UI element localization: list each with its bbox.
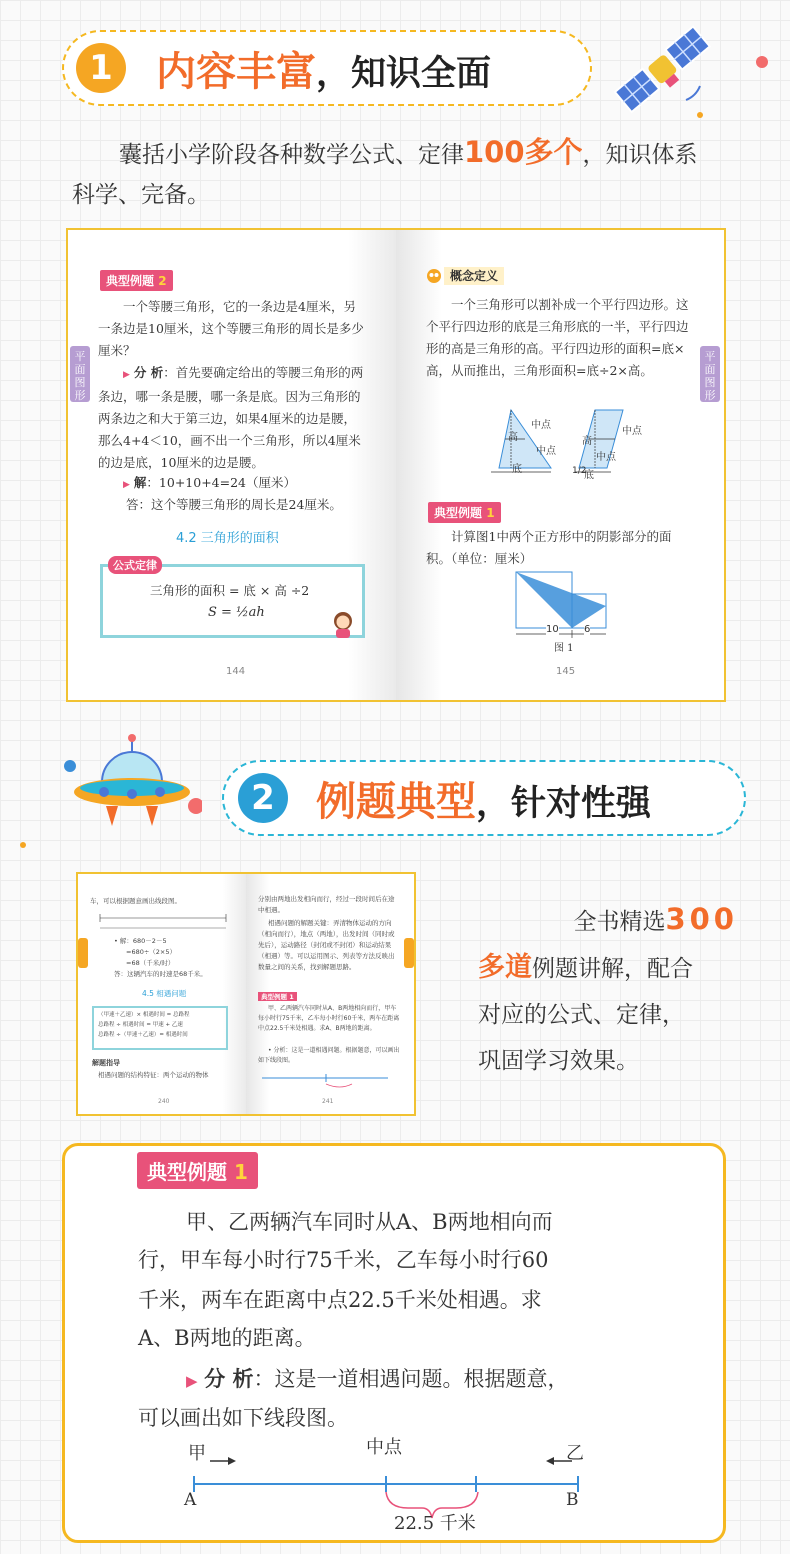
example-text: 甲、乙两辆汽车同时从A、B两地相向而行，甲车每小时行75千米，乙车每小时行60千米，两车在距离中点22.5千米处相遇。求A、B两地的距离。 [258, 1005, 400, 1032]
page-text: 相遇问题的解题关键：弄清物体运动的方向（相向而行），地点（两地），出发时间（同时或先后），运动路径（封闭或不封闭）和运动结果（相遇）等。可以运用图示、列表等方法反映出数量之间的关系，找到解题思路。 [258, 919, 395, 971]
ufo-icon [62, 726, 202, 836]
page-number: 240 [158, 1098, 170, 1105]
page-text: 分别由两地出发相向而行，经过一段时间后在途中相遇。 [258, 895, 395, 914]
diagram-label-midpoint: 中点 [366, 1437, 402, 1458]
diagram-label-base: 底 [584, 470, 594, 481]
diagram-label-jia: 甲 [188, 1443, 206, 1464]
figure-1-squares [514, 570, 614, 642]
card-question-line: 千米，两车在距离中点22.5千米处相遇。求 [138, 1288, 542, 1312]
page-number: 241 [322, 1098, 334, 1105]
analysis-text: • 分析：这是一道相遇问题。根据题意，可以画出如下线段图。 [258, 1047, 400, 1064]
diagram-label-half: 1/2 [572, 466, 587, 476]
diagram-label-mid: 中点 [622, 426, 642, 437]
diagram-label-height: 高 [508, 432, 518, 443]
page-text: 答：这辆汽车的时速是68千米。 [114, 970, 207, 978]
card-analysis: ▶ 分 析：这是一道相遇问题。根据题意， [186, 1366, 569, 1391]
guide-text: 相遇问题的结构特征：两个运动的物体 [98, 1071, 209, 1079]
card-question-line: A、B两地的距离。 [138, 1326, 316, 1350]
book-spread-2 [76, 872, 416, 1116]
side-tab: 平面图形 [70, 346, 90, 402]
guide-label: 解题指导 [92, 1059, 120, 1067]
section2-number: 2 [238, 773, 288, 823]
mini-line-diagram [98, 910, 228, 934]
diagram-label-a: A [184, 1490, 197, 1510]
mini-line-diagram [260, 1070, 390, 1094]
diagram-label-b: B [566, 1490, 579, 1510]
example-answer: 答：这个等腰三角形的周长是24厘米。 [126, 497, 342, 512]
section-title: 4.5 相遇问题 [142, 989, 187, 998]
book-spread-1 [66, 228, 726, 702]
example-card-tag: 典型例题 1 [137, 1152, 258, 1189]
formula-line: 总路程 ÷（甲速＋乙速）= 相遇时间 [98, 1032, 188, 1038]
diagram-label-yi: 乙 [566, 1443, 584, 1464]
side-tab [78, 938, 88, 968]
figure-dim-6: 6 [584, 624, 591, 635]
page-number: 145 [556, 666, 576, 677]
diagram-label-mid: 中点 [531, 420, 551, 431]
concept-label: 概念定义 [444, 267, 504, 285]
card-question-line: 行，甲车每小时行75千米，乙车每小时行60 [138, 1248, 549, 1272]
owl-icon [426, 268, 442, 284]
example-solution: ▶ 解：10+10+4=24（厘米） [123, 475, 297, 490]
formula-line-2: S = ½ah [208, 605, 265, 620]
decor-dot [756, 56, 768, 68]
section1-intro: 囊括小学阶段各种数学公式、定律100多个，知识体系 科学、完备。 [72, 135, 698, 208]
formula-line-1: 三角形的面积 = 底 × 高 ÷2 [150, 583, 310, 598]
page-text: 车，可以根据题意画出线段图。 [90, 897, 181, 905]
satellite-icon [608, 20, 718, 120]
example-question: 一个等腰三角形，它的一条边是4厘米，另一条边是10厘米，这个等腰三角形的周长是多少厘米？ [98, 299, 364, 358]
figure-dim-10: 10 [546, 624, 559, 635]
book-page-241 [246, 874, 414, 1114]
side-tab [404, 938, 414, 968]
example-tag: 典型例题 2 [100, 270, 173, 291]
section-title: 4.2 三角形的面积 [176, 531, 279, 546]
section1-number: 1 [76, 43, 126, 93]
concept-text: 一个三角形可以割补成一个平行四边形。这个平行四边形的底是三角形底的一半，平行四边形的高是三角形的高。平行四边形的面积=底×高，从而推出，三角形面积=底÷2×高。 [426, 297, 689, 378]
diagram-label-base: 底 [512, 464, 522, 475]
book-page-144 [68, 230, 398, 700]
diagram-label-height: 高 [582, 436, 592, 447]
example-question: 计算图1中两个正方形中的阴影部分的面积。（单位：厘米） [426, 529, 672, 566]
section2-intro: 全书精选300 多道例题讲解，配合 对应的公式、定律， 巩固学习效果。 [478, 902, 738, 1074]
decor-dot [697, 112, 703, 118]
formula-line: （甲速＋乙速）× 相遇时间 = 总路程 [98, 1012, 190, 1018]
card-question-line: 甲、乙两辆汽车同时从A、B两地相向而 [186, 1210, 553, 1234]
triangle-parallelogram-diagram [491, 408, 651, 488]
diagram-label-distance: 22.5 千米 [394, 1513, 476, 1534]
example-tag: 典型例题 1 [258, 992, 297, 1001]
formula-line: 总路程 ÷ 相遇时间 = 甲速 + 乙速 [98, 1022, 183, 1028]
page-text: =68（千米/时） [126, 959, 175, 967]
book-page-240 [78, 874, 248, 1114]
card-analysis-line2: 可以画出如下线段图。 [138, 1406, 348, 1430]
page-text: • 解：680－2－5 [114, 937, 167, 945]
section1-title: 内容丰富，知识全面 [156, 48, 492, 95]
section2-title: 例题典型，针对性强 [316, 778, 652, 825]
side-tab: 平面图形 [700, 346, 720, 402]
page-number: 144 [226, 666, 246, 677]
diagram-label-mid: 中点 [536, 446, 556, 457]
girl-avatar-icon [330, 610, 356, 638]
example-tag: 典型例题 1 [428, 502, 501, 523]
formula-tag: 公式定律 [108, 556, 162, 574]
page-text: =680÷（2×5） [126, 948, 177, 956]
figure-caption: 图 1 [554, 643, 574, 654]
triangle-bullet-icon: ▶ [186, 1372, 198, 1390]
example-analysis: ▶ 分 析：首先要确定给出的等腰三角形的两条边，哪一条是腰，哪一条是底。因为三角形的两条边之和大于第三边，如果4厘米的边是腰，那么4+4＜10，画不出一个三角形，所以4厘米的边是底，10厘米的边是腰。 [98, 365, 364, 470]
decor-dot [20, 842, 26, 848]
book-page-145 [396, 230, 724, 700]
diagram-label-mid: 中点 [596, 452, 616, 463]
